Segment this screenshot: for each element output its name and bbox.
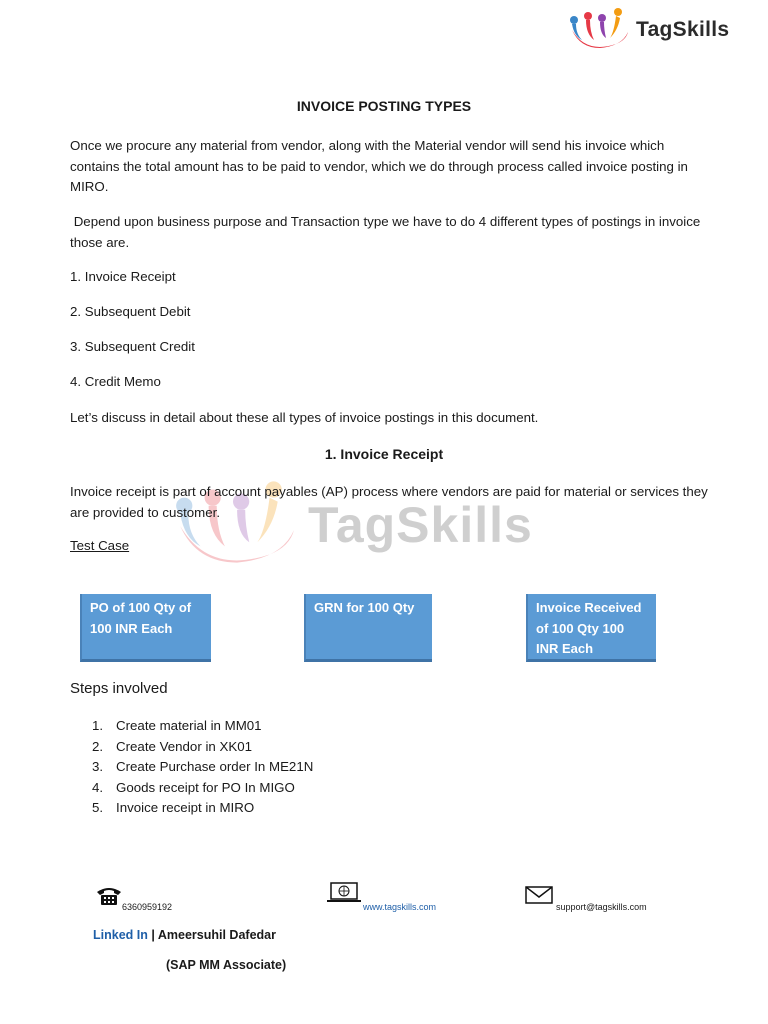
linkedin-line [93, 928, 276, 942]
step-number: 4. [92, 779, 104, 795]
step-text: Create material in MM01 [116, 718, 262, 733]
steps-list [92, 716, 313, 819]
step-text: Goods receipt for PO In MIGO [116, 779, 295, 795]
steps-title: Steps involved [70, 680, 168, 697]
step-number: 2. [92, 738, 104, 754]
step-item [92, 778, 313, 799]
po-box: PO of 100 Qty of 100 INR Each [80, 594, 211, 662]
step-text: Invoice receipt in MIRO [116, 800, 255, 815]
type-item: 2. Subsequent Debit [70, 304, 191, 319]
step-number: 1. [92, 718, 104, 733]
step-number: 5. [92, 800, 104, 815]
telephone-icon [96, 886, 122, 906]
test-case-label: Test Case [70, 538, 130, 553]
linkedin-link[interactable]: Linked In [93, 928, 148, 942]
step-number: 3. [92, 759, 104, 774]
brand-name: TagSkills [636, 18, 730, 41]
website-link[interactable]: www.tagskills.com [363, 902, 437, 912]
email-link[interactable]: support@tagskills.com [556, 902, 647, 912]
step-text: Create Vendor in XK01 [116, 738, 253, 754]
page-title: INVOICE POSTING TYPES [296, 98, 472, 114]
intro-paragraph: Once we procure any material from vendor, along with the Material vendor will send his invoice which contains the total amount has to be paid to vendor, which we do through process called invoice posting in MIRO. [70, 138, 688, 194]
section-title: 1. Invoice Receipt [324, 446, 444, 462]
section-description: Invoice receipt is part of account payables (AP) process where vendors are paid for material or services they are provided to customer. [70, 484, 708, 520]
laptop-icon [326, 882, 362, 904]
watermark-logo-icon [168, 462, 298, 586]
step-item [92, 716, 313, 737]
separator: | [151, 928, 155, 942]
watermark [168, 462, 548, 586]
step-item [92, 757, 313, 778]
tagskills-logo [566, 6, 762, 52]
type-item: 3. Subsequent Credit [70, 339, 195, 354]
type-item: 4. Credit Memo [70, 374, 161, 389]
phone-number: 6360959192 [122, 902, 173, 912]
watermark-text: TagSkills [308, 497, 533, 553]
envelope-icon [525, 886, 553, 904]
invoice-box: Invoice Received of 100 Qty 100 INR Each [526, 594, 656, 662]
purpose-paragraph: Depend upon business purpose and Transaction type we have to do 4 different types of postings in invoice those are. [70, 214, 705, 250]
grn-box: GRN for 100 Qty [304, 594, 432, 662]
author-name: Ameersuhil Dafedar [157, 928, 276, 942]
step-item [92, 798, 313, 819]
step-item [92, 737, 313, 758]
discuss-paragraph: Let’s discuss in detail about these all types of invoice postings in this document. [70, 410, 539, 425]
type-item: 1. Invoice Receipt [70, 269, 176, 284]
tagskills-logo-mark-icon [566, 6, 630, 52]
author-role: (SAP MM Associate) [166, 958, 287, 972]
step-text: Create Purchase order In ME21N [116, 759, 314, 774]
